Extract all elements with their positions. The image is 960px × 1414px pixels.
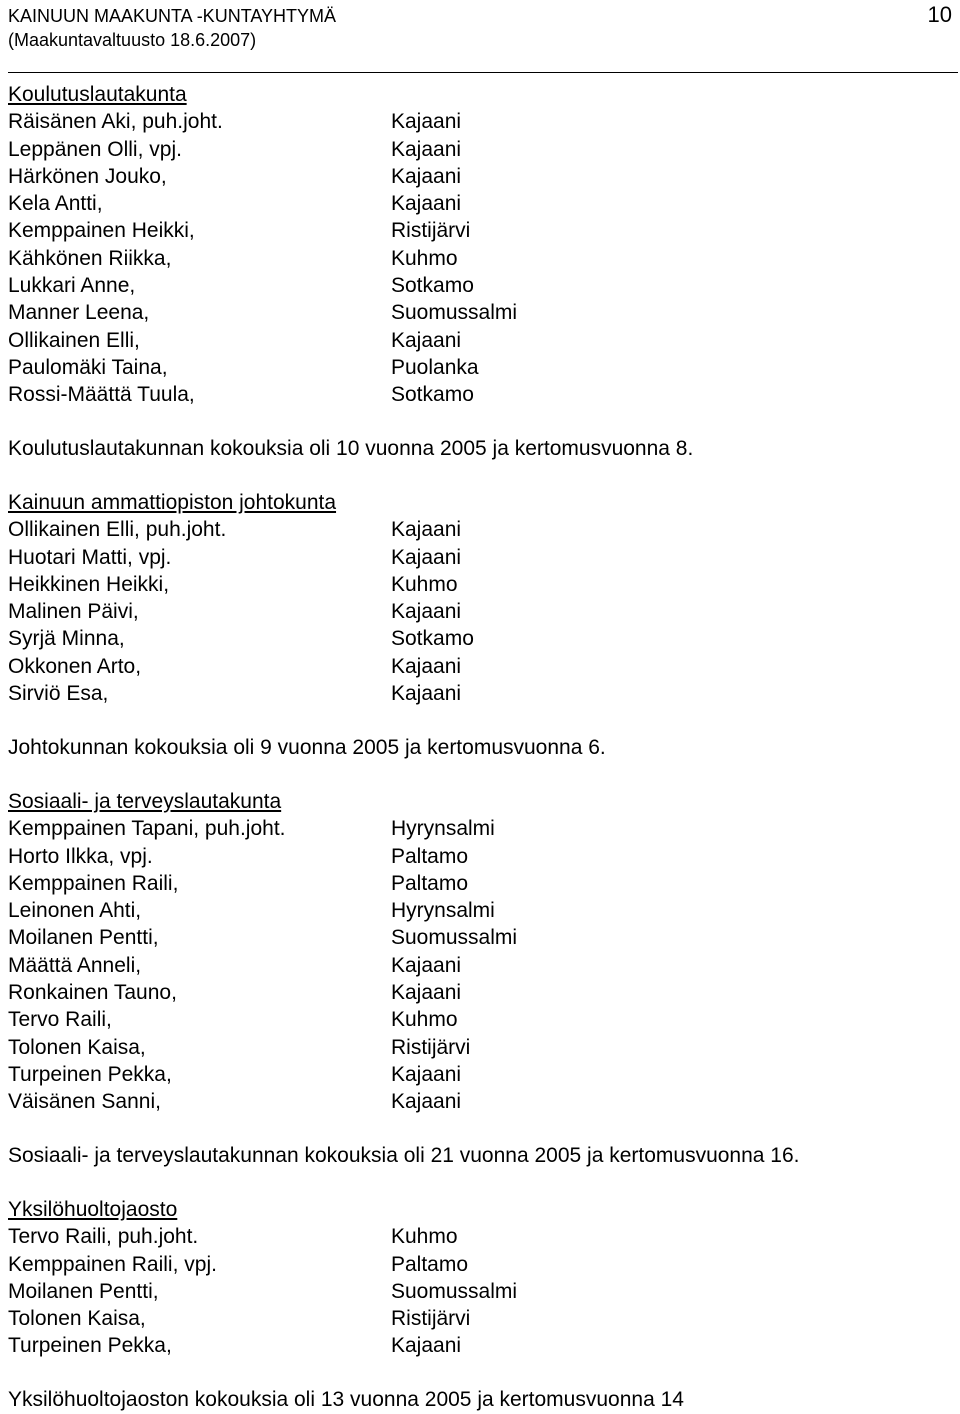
member-name: Lukkari Anne,	[8, 274, 136, 298]
member-place: Kajaani	[391, 953, 462, 977]
member-name: Rossi-Määttä Tuula,	[8, 383, 195, 407]
member-name: Heikkinen Heikki,	[8, 572, 170, 596]
member-row	[8, 108, 948, 135]
member-row	[8, 136, 948, 163]
member-place: Kajaani	[391, 981, 462, 1005]
member-row	[8, 1332, 948, 1359]
section-summary: Sosiaali- ja terveyslautakunnan kokouksia oli 21 vuonna 2005 ja kertomusvuonna 16.	[8, 1144, 800, 1167]
section-title: Koulutuslautakunta	[8, 83, 187, 106]
member-place: Kajaani	[391, 328, 462, 352]
member-row	[8, 843, 948, 870]
member-name: Kela Antti,	[8, 192, 103, 216]
section-koulutuslautakunta	[8, 81, 948, 409]
member-row	[8, 653, 948, 680]
section-summary: Johtokunnan kokouksia oli 9 vuonna 2005 ja kertomusvuonna 6.	[8, 736, 606, 759]
member-place: Kajaani	[391, 110, 462, 134]
meeting-date: (Maakuntavaltuusto 18.6.2007)	[8, 30, 257, 50]
member-row	[8, 1251, 948, 1278]
member-name: Manner Leena,	[8, 301, 150, 325]
member-row	[8, 272, 948, 299]
member-name: Väisänen Sanni,	[8, 1090, 161, 1114]
member-name: Tolonen Kaisa,	[8, 1307, 146, 1331]
member-name: Räisänen Aki, puh.joht.	[8, 110, 223, 134]
member-place: Paltamo	[391, 1252, 469, 1276]
member-name: Härkönen Jouko,	[8, 164, 167, 188]
member-row	[8, 163, 948, 190]
member-row	[8, 327, 948, 354]
member-row	[8, 680, 948, 707]
member-place: Suomussalmi	[391, 301, 518, 325]
member-name: Ronkainen Tauno,	[8, 981, 177, 1005]
member-place: Kajaani	[391, 654, 462, 678]
member-name: Paulomäki Taina,	[8, 355, 168, 379]
member-name: Syrjä Minna,	[8, 627, 125, 651]
member-row	[8, 217, 948, 244]
member-row	[8, 516, 948, 543]
member-row	[8, 245, 948, 272]
section-ammattiopiston-johtokunta	[8, 489, 948, 707]
member-name: Kähkönen Riikka,	[8, 246, 172, 270]
member-name: Tolonen Kaisa,	[8, 1035, 146, 1059]
page-number: 10	[927, 2, 952, 27]
member-row	[8, 979, 948, 1006]
member-name: Tervo Raili, puh.joht.	[8, 1225, 199, 1249]
member-place: Kajaani	[391, 137, 462, 161]
member-place: Hyrynsalmi	[391, 899, 495, 923]
member-place: Kajaani	[391, 545, 462, 569]
member-row	[8, 1305, 948, 1332]
member-place: Ristijärvi	[391, 1035, 471, 1059]
member-row	[8, 598, 948, 625]
member-place: Sotkamo	[391, 627, 474, 651]
member-name: Kemppainen Raili,	[8, 871, 179, 895]
member-row	[8, 1278, 948, 1305]
member-row	[8, 952, 948, 979]
member-name: Määttä Anneli,	[8, 953, 142, 977]
member-place: Sotkamo	[391, 274, 474, 298]
member-place: Suomussalmi	[391, 926, 518, 950]
member-place: Kajaani	[391, 192, 462, 216]
member-row	[8, 924, 948, 951]
member-place: Paltamo	[391, 871, 469, 895]
member-place: Ristijärvi	[391, 219, 471, 243]
member-place: Ristijärvi	[391, 1307, 471, 1331]
member-name: Malinen Päivi,	[8, 600, 139, 624]
member-row	[8, 354, 948, 381]
member-row	[8, 1034, 948, 1061]
member-place: Kajaani	[391, 164, 462, 188]
member-place: Kuhmo	[391, 572, 458, 596]
member-place: Kuhmo	[391, 246, 458, 270]
member-row	[8, 1061, 948, 1088]
member-name: Tervo Raili,	[8, 1008, 112, 1032]
member-place: Kajaani	[391, 1090, 462, 1114]
member-name: Kemppainen Raili, vpj.	[8, 1252, 217, 1276]
member-place: Suomussalmi	[391, 1279, 518, 1303]
section-title: Kainuun ammattiopiston johtokunta	[8, 491, 337, 514]
member-row	[8, 381, 948, 408]
member-place: Hyrynsalmi	[391, 817, 495, 841]
section-summary: Koulutuslautakunnan kokouksia oli 10 vuonna 2005 ja kertomusvuonna 8.	[8, 437, 694, 460]
member-name: Moilanen Pentti,	[8, 926, 159, 950]
member-name: Ollikainen Elli, puh.joht.	[8, 518, 227, 542]
member-place: Kuhmo	[391, 1008, 458, 1032]
member-place: Kajaani	[391, 600, 462, 624]
section-title: Yksilöhuoltojaosto	[8, 1198, 178, 1221]
member-name: Turpeinen Pekka,	[8, 1334, 172, 1358]
member-row	[8, 897, 948, 924]
member-row	[8, 1223, 948, 1250]
member-name: Kemppainen Heikki,	[8, 219, 195, 243]
member-name: Turpeinen Pekka,	[8, 1062, 172, 1086]
member-row	[8, 815, 948, 842]
member-name: Leinonen Ahti,	[8, 899, 142, 923]
member-name: Ollikainen Elli,	[8, 328, 140, 352]
member-name: Moilanen Pentti,	[8, 1279, 159, 1303]
member-name: Horto Ilkka, vpj.	[8, 844, 153, 868]
member-name: Leppänen Olli, vpj.	[8, 137, 182, 161]
member-name: Huotari Matti, vpj.	[8, 545, 172, 569]
member-place: Kuhmo	[391, 1225, 458, 1249]
page-header	[8, 0, 958, 73]
member-name: Okkonen Arto,	[8, 654, 142, 678]
member-row	[8, 190, 948, 217]
member-row	[8, 544, 948, 571]
member-name: Sirviö Esa,	[8, 682, 109, 706]
member-row	[8, 870, 948, 897]
member-place: Paltamo	[391, 844, 469, 868]
member-row	[8, 299, 948, 326]
member-row	[8, 625, 948, 652]
member-name: Kemppainen Tapani, puh.joht.	[8, 817, 286, 841]
member-place: Kajaani	[391, 1334, 462, 1358]
member-place: Puolanka	[391, 355, 479, 379]
member-place: Kajaani	[391, 1062, 462, 1086]
member-place: Kajaani	[391, 518, 462, 542]
section-summary: Yksilöhuoltojaoston kokouksia oli 13 vuonna 2005 ja kertomusvuonna 14	[8, 1388, 684, 1411]
member-place: Kajaani	[391, 682, 462, 706]
member-row	[8, 571, 948, 598]
section-title: Sosiaali- ja terveyslautakunta	[8, 790, 282, 813]
member-row	[8, 1006, 948, 1033]
member-place: Sotkamo	[391, 383, 474, 407]
member-row	[8, 1088, 948, 1115]
organization-name: KAINUUN MAAKUNTA -KUNTAYHTYMÄ	[8, 6, 337, 26]
section-sosiaali-terveyslautakunta	[8, 788, 948, 1116]
section-yksilohuoltojaosto	[8, 1196, 948, 1360]
